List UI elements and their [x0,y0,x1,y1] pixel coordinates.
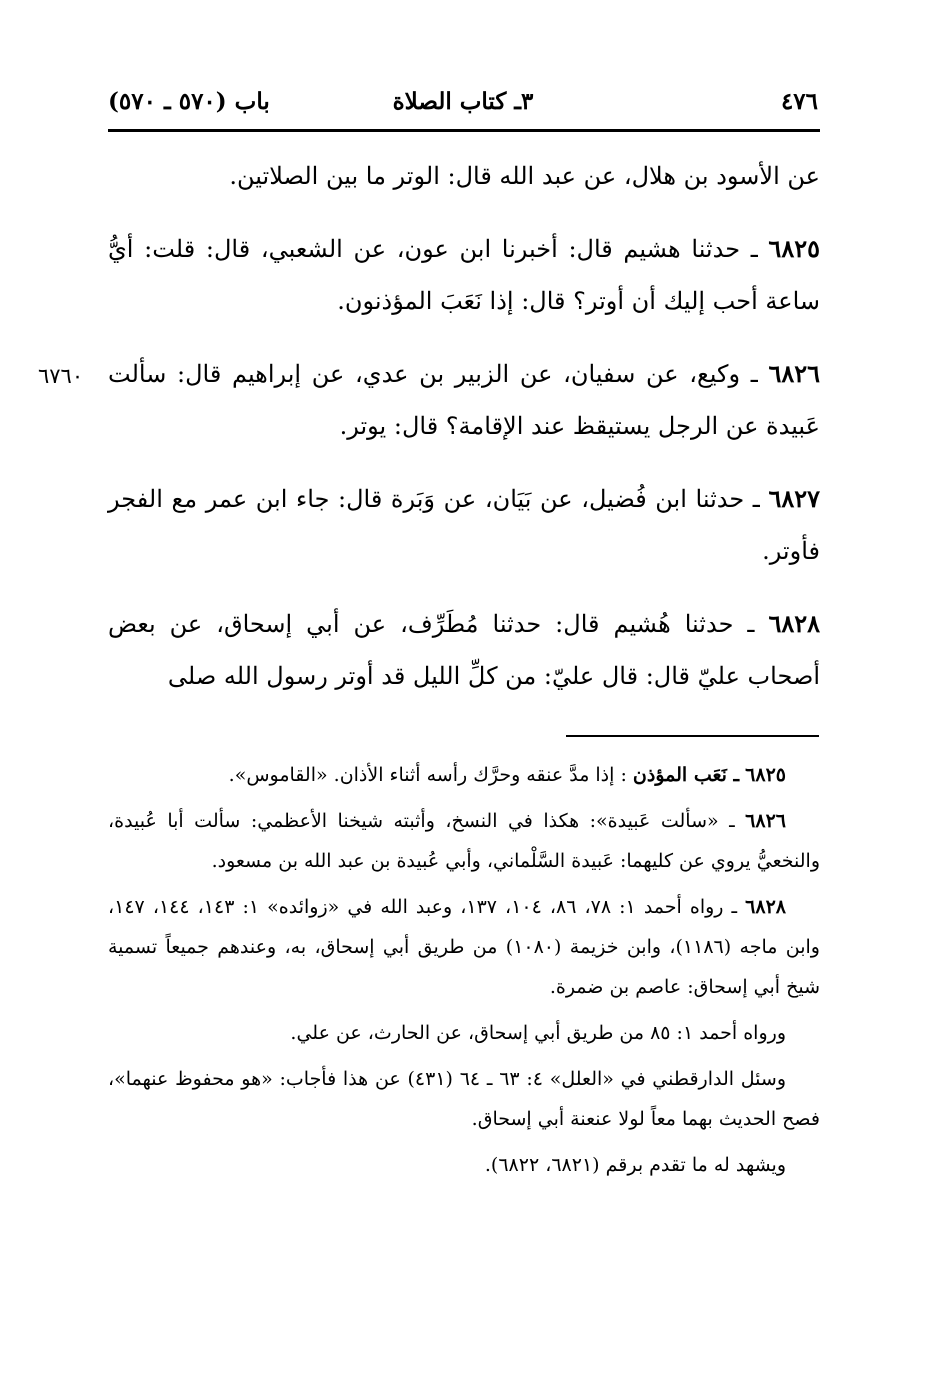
footnote-number: ٦٨٢٨ [745,896,786,918]
main-paragraph [108,223,820,327]
hadith-text: ـ حدثنا هُشيم قال: حدثنا مُطَرِّف، عن أبي إسحاق، عن بعض أصحاب عليّ قال: قال عليّ: من كلِّ الليل قد أوتر رسول الله صلى [108,610,820,690]
hadith-number: ٦٨٢٦ [768,359,820,388]
main-paragraph [108,473,820,577]
header-rule [108,129,820,132]
footnote [108,887,820,1007]
footnote [108,801,820,881]
footnote-text: ورواه أحمد ١: ٨٥ من طريق أبي إسحاق، عن الحارث، عن علي. [290,1022,786,1044]
footnote-text: وسئل الدارقطني في «العلل» ٤: ٦٣ ـ ٦٤ (٤٣١) عن هذا فأجاب: «هو محفوظ عنهما»، فصح الحديث بهما معاً لولا عنعنة أبي إسحاق. [108,1068,820,1130]
footnote-number: ٦٨٢٥ [745,764,786,786]
footnote-text: : إذا مدَّ عنقه وحرَّك رأسه أثناء الأذان. «القاموس». [228,764,627,786]
main-paragraph [108,598,820,702]
page-number: ٤٧٦ [780,88,818,115]
hadith-number: ٦٨٢٧ [768,484,820,513]
footnote [108,755,820,795]
main-text [108,150,820,723]
footnote [108,1145,820,1185]
hadith-text: ـ حدثنا ابن فُضيل، عن بَيَان، عن وَبَرة قال: جاء ابن عمر مع الفجر فأوتر. [108,485,820,565]
chapter-title: باب (٥٧٠ ـ ٥٧٠) [108,88,270,115]
footnote [108,1013,820,1053]
footnote-text: ـ رواه أحمد ١: ٧٨، ٨٦، ١٠٤، ١٣٧، وعبد الله في «زوائده» ١: ١٤٣، ١٤٤، ١٤٧، وابن ماجه (١١٨٦)، وابن خزيمة (١٠٨٠) من طريق أبي إسحاق، به، وعندهم جميعاً تسمية شيخ أبي إسحاق: عاصم بن ضمرة. [108,896,820,998]
margin-number: ٦٧٦٠ [38,364,84,388]
footnote-term: ـ نَعَب المؤذن [632,764,740,786]
main-paragraph [108,348,820,452]
footnote-text: ـ «سألت عَبيدة»: هكذا في النسخ، وأثبته شيخنا الأعظمي: سألت أبا عُبيدة، والنخعيُّ يروي عن كليهما: عَبيدة السَّلْماني، وأبي عُبيدة بن عبد الله بن مسعود. [108,810,820,872]
main-paragraph [108,150,820,202]
footnotes [108,755,820,1191]
footnote [108,1059,820,1139]
hadith-number: ٦٨٢٨ [768,609,820,638]
running-header [108,84,818,124]
hadith-number: ٦٨٢٥ [768,234,820,263]
footnote-rule [566,735,819,737]
hadith-text: ـ حدثنا هشيم قال: أخبرنا ابن عون، عن الشعبي، قال: قلت: أيُّ ساعة أحب إليك أن أوتر؟ قال: إذا نَعَبَ المؤذنون. [108,235,820,315]
footnote-text: ويشهد له ما تقدم برقم (٦٨٢١، ٦٨٢٢). [484,1154,786,1176]
footnote-number: ٦٨٢٦ [745,810,786,832]
hadith-text: عن الأسود بن هلال، عن عبد الله قال: الوتر ما بين الصلاتين. [229,162,820,190]
book-title: ٣ـ كتاب الصلاة [392,88,534,115]
hadith-text: ـ وكيع، عن سفيان، عن الزبير بن عدي، عن إبراهيم قال: سألت عَبيدة عن الرجل يستيقظ عند الإقامة؟ قال: يوتر. [108,360,820,440]
